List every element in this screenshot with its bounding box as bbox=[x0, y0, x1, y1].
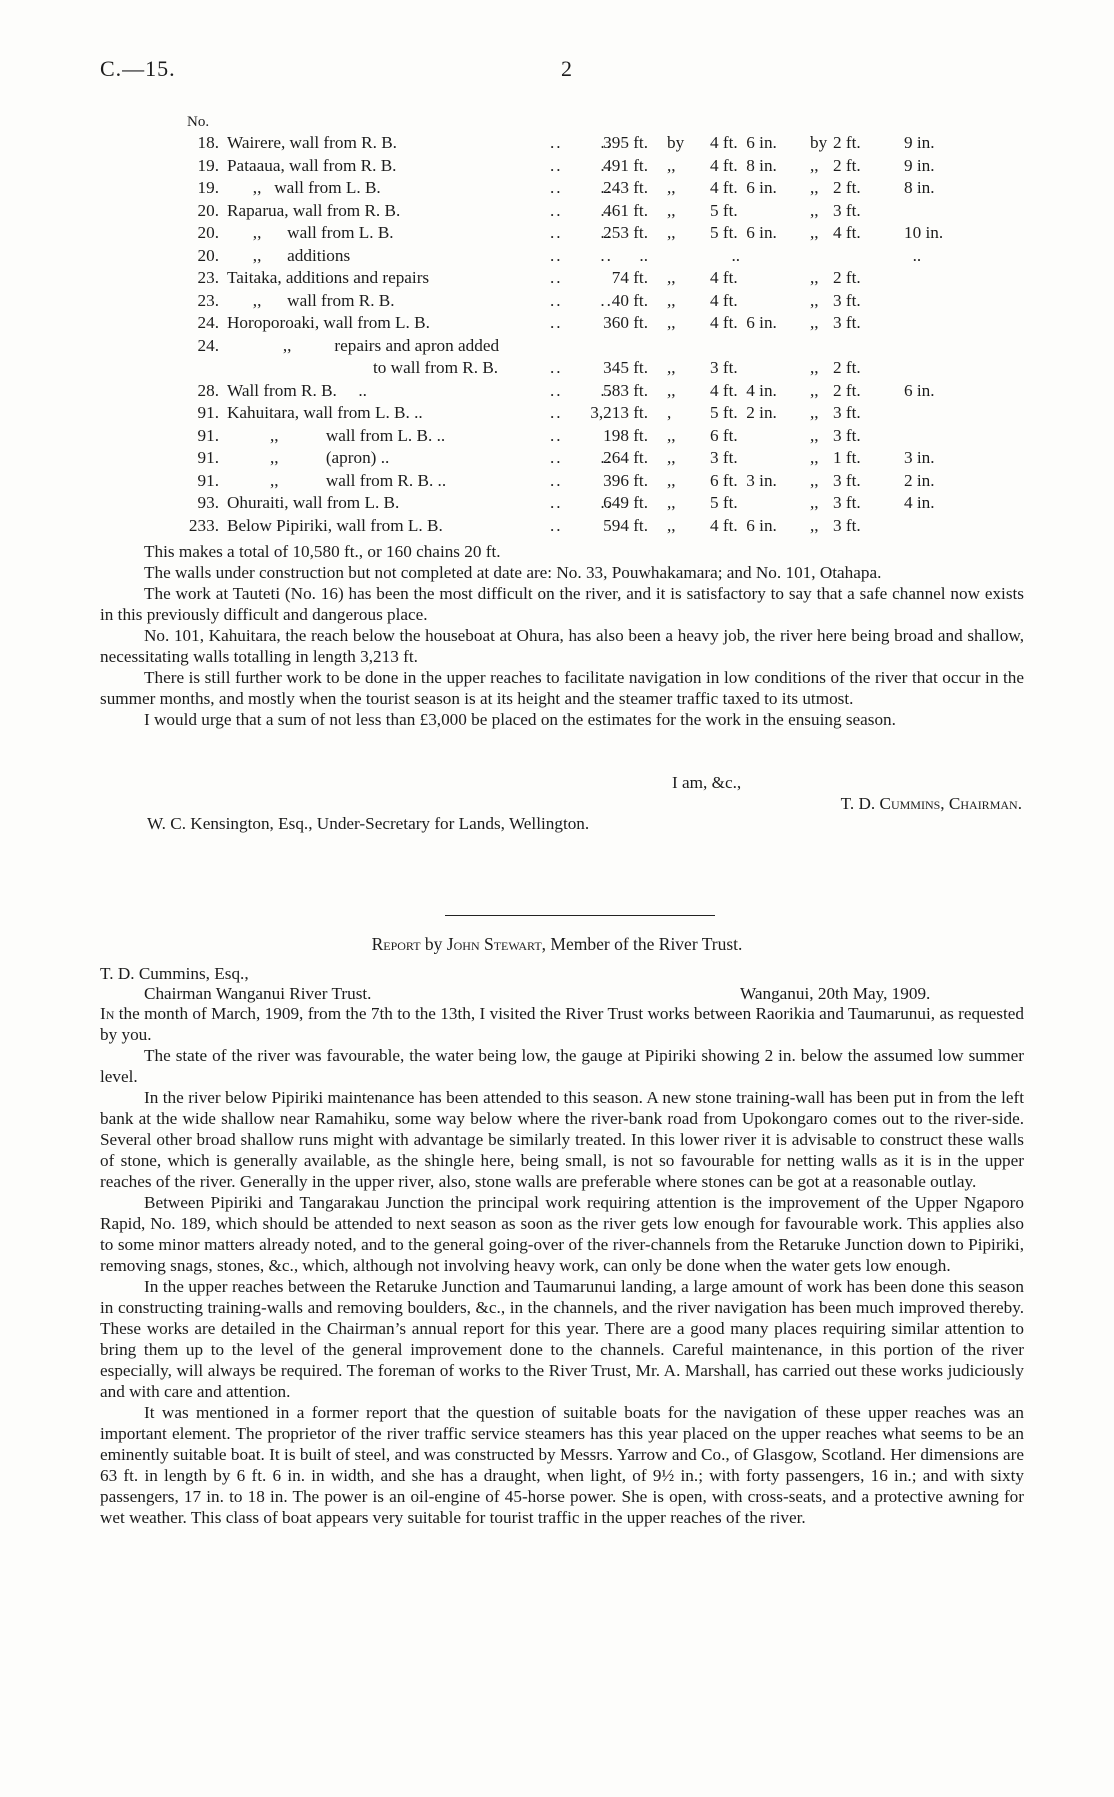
cell-by1: ,, bbox=[667, 358, 676, 377]
cell-h2: 2 in. bbox=[904, 470, 935, 490]
cell-desc: ,, wall from L. B. bbox=[227, 178, 381, 197]
paragraph: In the upper reaches between the Retaruke Junction and Taumarunui landing, a large amount of work has been done this season in constructing training-walls and removing boulders, &c., in the channels, and the river navigation has been much improved thereby. These works are detailed in the Chairman’s annual report for this year. There are a good many places requiring similar attention to bring them up to the level of the general improvement done to the channels. Careful maintenance, in this portion of the river especially, will always be required. The foreman of works to the River Trust, Mr. A. Marshall, has carried out these works judiciously and with care and attention. bbox=[100, 1277, 1024, 1401]
cell-by1: ,, bbox=[667, 448, 676, 467]
cell-dots: .. .. bbox=[550, 155, 613, 175]
cell-no: 91. bbox=[197, 403, 219, 422]
cell-by2: by bbox=[810, 133, 828, 152]
paragraph: It was mentioned in a former report that the question of suitable boats for the navigation of these upper reaches was an important element. The proprietor of the river traffic service steamers has this year placed on the upper reaches what seems to be an eminently suitable boat. It is built of steel, and was constructed by Messrs. Yarrow and Co., of Glasgow, Scotland. Her dimensions are 63 ft. in length by 6 ft. 6 in. in width, and she has a draught, when light, of 9½ in.; with forty passengers, 16 in.; and with sixty passengers, 17 in. to 18 in. The power is an oil-engine of 45-horse power. She is open, with cross-seats, and a protective awning for wet weather. This class of boat appears very suitable for tourist traffic in the upper reaches of the river. bbox=[100, 1403, 1024, 1527]
cell-by1: ,, bbox=[667, 425, 676, 445]
cell-len: 583 ft. bbox=[603, 380, 648, 400]
cell-len: 253 ft. bbox=[603, 223, 648, 242]
cell-h: 3 ft. bbox=[833, 493, 861, 512]
cell-h2: 9 in. bbox=[904, 133, 935, 152]
cell-dots: .. .. bbox=[550, 133, 613, 152]
cell-w: 4 ft. 6 in. bbox=[710, 178, 777, 197]
salutation-name: T. D. Cummins, Esq., bbox=[100, 964, 249, 983]
cell-dots: .. bbox=[550, 268, 563, 287]
cell-len: 3,213 ft. bbox=[590, 403, 648, 422]
cell-dots: .. bbox=[550, 470, 563, 490]
cell-by1: , bbox=[667, 403, 672, 422]
cell-desc: Ohuraiti, wall from L. B. bbox=[227, 493, 400, 512]
table-row bbox=[183, 402, 1023, 425]
cell-h2: 10 in. bbox=[904, 223, 944, 242]
cell-by1: ,, bbox=[667, 178, 676, 197]
cell-h: 2 ft. bbox=[833, 155, 861, 175]
cell-desc: Pataaua, wall from R. B. bbox=[227, 155, 397, 175]
cell-w: 6 ft. 3 in. bbox=[710, 470, 777, 490]
cell-dots: .. .. bbox=[550, 380, 613, 400]
cell-dots: .. .. bbox=[550, 245, 613, 265]
cell-by2: ,, bbox=[810, 380, 819, 400]
cell-w: 5 ft. 2 in. bbox=[710, 403, 777, 422]
cell-no: 24. bbox=[197, 335, 219, 355]
cell-h: 2 ft. bbox=[833, 380, 861, 400]
cell-by2: ,, bbox=[810, 178, 819, 197]
cell-w: 4 ft. 6 in. bbox=[710, 133, 777, 152]
cell-no: 23. bbox=[197, 268, 219, 287]
paragraph: In the river below Pipiriki maintenance has been attended to this season. A new stone training-wall has been put in from the left bank at the wide shallow near Ramahiku, some way below where the river-bank road from Upokongaro comes out to the river-side. Several other broad shallow runs might with advantage be similarly treated. In this lower river it is advisable to construct these walls of stone, which is generally available, as the shingle here, being small, is not so favourable for netting walls as it is in the upper reaches of the river. Generally in the upper river, also, stone walls are preferable where stones can be got at a reasonable outlay. bbox=[100, 1088, 1024, 1191]
cell-w: 3 ft. bbox=[710, 448, 738, 467]
closing-line: I am, &c., bbox=[672, 773, 742, 792]
table-row bbox=[183, 470, 1023, 493]
table-row bbox=[183, 312, 1023, 335]
cell-by1: ,, bbox=[667, 200, 676, 220]
section-divider bbox=[445, 915, 715, 916]
cell-dots: .. bbox=[550, 425, 563, 445]
table-row bbox=[183, 290, 1023, 313]
page-number: 2 bbox=[561, 56, 572, 81]
cell-h2: .. bbox=[904, 245, 922, 265]
cell-by1: ,, bbox=[667, 313, 676, 332]
chairman-report-body bbox=[100, 541, 1024, 730]
cell-h: 3 ft. bbox=[833, 290, 861, 310]
cell-dots: .. .. bbox=[550, 223, 613, 242]
table-row bbox=[183, 245, 1023, 268]
cell-w: 5 ft. bbox=[710, 493, 738, 512]
cell-len: 198 ft. bbox=[603, 425, 648, 445]
cell-by1: ,, bbox=[667, 493, 676, 512]
cell-dots: .. .. bbox=[550, 290, 613, 310]
cell-no: 91. bbox=[197, 470, 219, 490]
cell-h: 2 ft. bbox=[833, 358, 861, 377]
cell-no: 20. bbox=[197, 223, 219, 242]
cell-desc: ,, wall from L. B. bbox=[227, 223, 394, 242]
cell-h: 3 ft. bbox=[833, 200, 861, 220]
cell-len: 243 ft. bbox=[603, 178, 648, 197]
cell-dots: .. .. bbox=[550, 200, 613, 220]
paragraph: Between Pipiriki and Tangarakau Junction the principal work requiring attention is the improvement of the Upper Ngaporo Rapid, No. 189, which should be attended to next season as soon as the river gets low enough for favourable work. This applies also to some minor matters already noted, and to the general going-over of the river-channels from the Retaruke Junction down to Pipiriki, removing snags, stones, &c., which, although not involving heavy work, can only be done when the water gets low enough. bbox=[100, 1193, 1024, 1275]
cell-no: 19. bbox=[197, 155, 219, 175]
cell-h: 3 ft. bbox=[833, 515, 861, 535]
cell-desc: ,, wall from L. B. .. bbox=[227, 425, 446, 445]
cell-len: 461 ft. bbox=[603, 200, 648, 220]
cell-len: 491 ft. bbox=[603, 155, 648, 175]
cell-no: 28. bbox=[197, 380, 219, 400]
cell-by2: ,, bbox=[810, 493, 819, 512]
cell-desc: Wairere, wall from R. B. bbox=[227, 133, 397, 152]
cell-no: 91. bbox=[197, 425, 219, 445]
table-row bbox=[183, 267, 1023, 290]
cell-h: 3 ft. bbox=[833, 403, 861, 422]
cell-by1: ,, bbox=[667, 380, 676, 400]
table-row bbox=[183, 447, 1023, 470]
paragraph: There is still further work to be done in the upper reaches to facilitate navigation in low conditions of the river that occur in the summer months, and mostly when the tourist season is at its height and the steamer traffic taxed to its utmost. bbox=[100, 668, 1024, 708]
cell-desc: Horoporoaki, wall from L. B. bbox=[227, 313, 430, 332]
cell-len: 396 ft. bbox=[603, 470, 648, 490]
cell-h2: 9 in. bbox=[904, 155, 935, 175]
cell-dots: .. bbox=[550, 515, 563, 535]
salutation-title: Chairman Wanganui River Trust. bbox=[144, 984, 372, 1003]
cell-len: 395 ft. bbox=[603, 133, 648, 152]
signature: T. D. Cummins, Chairman. bbox=[840, 794, 1022, 813]
cell-len: 74 ft. bbox=[611, 268, 648, 287]
cell-h: 2 ft. bbox=[833, 178, 861, 197]
cell-desc: ,, wall from R. B. bbox=[227, 290, 395, 310]
walls-table bbox=[183, 112, 1023, 537]
paragraph: In the month of March, 1909, from the 7th to the 13th, I visited the River Trust works between Raorikia and Taumarunui, as requested by you. bbox=[100, 1004, 1024, 1044]
cell-len: .. bbox=[639, 245, 648, 265]
cell-by1: ,, bbox=[667, 515, 676, 535]
cell-by2: ,, bbox=[810, 268, 819, 287]
cell-w: .. bbox=[710, 245, 741, 265]
cell-dots: .. .. bbox=[550, 178, 613, 197]
cell-desc: ,, repairs and apron added bbox=[227, 335, 500, 355]
cell-len: 360 ft. bbox=[603, 313, 648, 332]
table-row bbox=[183, 515, 1023, 538]
cell-desc-continued: to wall from R. B. bbox=[373, 358, 499, 377]
cell-desc: Kahuitara, wall from L. B. .. bbox=[227, 403, 423, 422]
cell-w: 4 ft. 6 in. bbox=[710, 313, 777, 332]
cell-by2: ,, bbox=[810, 155, 819, 175]
cell-h: 1 ft. bbox=[833, 448, 861, 467]
cell-h: 4 ft. bbox=[833, 223, 861, 242]
cell-desc: Wall from R. B. .. bbox=[227, 380, 367, 400]
cell-by1: ,, bbox=[667, 155, 676, 175]
cell-by2: ,, bbox=[810, 313, 819, 332]
cell-w: 3 ft. bbox=[710, 358, 738, 377]
report-title: Report by John Stewart, Member of the River Trust. bbox=[371, 934, 743, 954]
cell-by2: ,, bbox=[810, 403, 819, 422]
cell-no: 233. bbox=[188, 515, 219, 535]
addressee: W. C. Kensington, Esq., Under-Secretary for Lands, Wellington. bbox=[147, 814, 590, 833]
cell-w: 5 ft. 6 in. bbox=[710, 223, 777, 242]
cell-no: 18. bbox=[197, 133, 219, 152]
cell-desc: ,, additions bbox=[227, 245, 351, 265]
cell-by2: ,, bbox=[810, 448, 819, 467]
table-row bbox=[183, 200, 1023, 223]
cell-no: 20. bbox=[197, 245, 219, 265]
cell-dots: .. .. bbox=[550, 448, 613, 467]
cell-by2: ,, bbox=[810, 470, 819, 490]
cell-h: 3 ft. bbox=[833, 470, 861, 490]
table-row bbox=[183, 380, 1023, 403]
cell-h2: 4 in. bbox=[904, 493, 935, 512]
cell-by1: ,, bbox=[667, 470, 676, 490]
cell-by2: ,, bbox=[810, 290, 819, 310]
paragraph: The state of the river was favourable, the water being low, the gauge at Pipiriki showing 2 in. below the assumed low summer level. bbox=[100, 1046, 1024, 1086]
cell-desc: ,, (apron) .. bbox=[227, 448, 390, 467]
paragraph: This makes a total of 10,580 ft., or 160 chains 20 ft. bbox=[144, 542, 501, 561]
document-code: C.—15. bbox=[100, 56, 176, 81]
cell-w: 4 ft. 6 in. bbox=[710, 515, 777, 535]
cell-no: 20. bbox=[197, 200, 219, 220]
cell-desc: Raparua, wall from R. B. bbox=[227, 200, 401, 220]
table-row bbox=[183, 222, 1023, 245]
cell-no: 19. bbox=[197, 178, 219, 197]
cell-by2: ,, bbox=[810, 515, 819, 535]
cell-dots: .. bbox=[550, 313, 563, 332]
cell-len: 40 ft. bbox=[611, 290, 648, 310]
cell-h: 3 ft. bbox=[833, 313, 861, 332]
table-row bbox=[183, 132, 1023, 155]
stewart-report-body bbox=[100, 1003, 1024, 1528]
table-row bbox=[183, 492, 1023, 515]
cell-desc: Taitaka, additions and repairs bbox=[227, 268, 430, 287]
place-date: Wanganui, 20th May, 1909. bbox=[740, 984, 931, 1003]
table-row bbox=[183, 177, 1023, 200]
cell-no: 91. bbox=[197, 448, 219, 467]
cell-by2: ,, bbox=[810, 200, 819, 220]
cell-h2: 3 in. bbox=[904, 448, 935, 467]
cell-by1: ,, bbox=[667, 290, 676, 310]
table-row bbox=[183, 425, 1023, 448]
cell-desc: ,, wall from R. B. .. bbox=[227, 470, 447, 490]
cell-h2: 6 in. bbox=[904, 380, 935, 400]
paragraph: I would urge that a sum of not less than £3,000 be placed on the estimates for the work in the ensuing season. bbox=[144, 710, 896, 729]
cell-h2: 8 in. bbox=[904, 178, 935, 197]
cell-by1: ,, bbox=[667, 223, 676, 242]
cell-by2: ,, bbox=[810, 223, 819, 242]
cell-no: 23. bbox=[197, 290, 219, 310]
table-row bbox=[183, 155, 1023, 178]
cell-dots: .. .. bbox=[550, 493, 613, 512]
paragraph: No. 101, Kahuitara, the reach below the houseboat at Ohura, has also been a heavy job, the river here being broad and shallow, necessitating walls totalling in length 3,213 ft. bbox=[100, 626, 1024, 666]
cell-w: 4 ft. 4 in. bbox=[710, 380, 777, 400]
paragraph: The work at Tauteti (No. 16) has been the most difficult on the river, and it is satisfactory to say that a safe channel now exists in this previously difficult and dangerous place. bbox=[100, 584, 1024, 624]
cell-no: 93. bbox=[197, 493, 219, 512]
cell-dots: .. bbox=[550, 403, 563, 422]
paragraph: The walls under construction but not completed at date are: No. 33, Pouwhakamara; and No. 101, Otahapa. bbox=[144, 563, 882, 582]
cell-len: 264 ft. bbox=[603, 448, 648, 467]
cell-w: 5 ft. bbox=[710, 200, 738, 220]
cell-desc: Below Pipiriki, wall from L. B. bbox=[227, 515, 443, 535]
cell-no: 24. bbox=[197, 313, 219, 332]
cell-len: 345 ft. bbox=[603, 358, 648, 377]
cell-len: 649 ft. bbox=[603, 493, 648, 512]
cell-dots: .. bbox=[550, 358, 563, 377]
table-no-label: No. bbox=[187, 114, 210, 130]
cell-len: 594 ft. bbox=[603, 515, 648, 535]
cell-h: 2 ft. bbox=[833, 268, 861, 287]
cell-by2: ,, bbox=[810, 425, 819, 445]
cell-by2: ,, bbox=[810, 358, 819, 377]
cell-w: 4 ft. bbox=[710, 290, 738, 310]
cell-h: 3 ft. bbox=[833, 425, 861, 445]
cell-by1: ,, bbox=[667, 268, 676, 287]
cell-by1: by bbox=[667, 133, 685, 152]
cell-w: 4 ft. 8 in. bbox=[710, 155, 777, 175]
cell-w: 4 ft. bbox=[710, 268, 738, 287]
cell-h: 2 ft. bbox=[833, 133, 861, 152]
table-row bbox=[183, 335, 1023, 380]
cell-w: 6 ft. bbox=[710, 425, 738, 445]
